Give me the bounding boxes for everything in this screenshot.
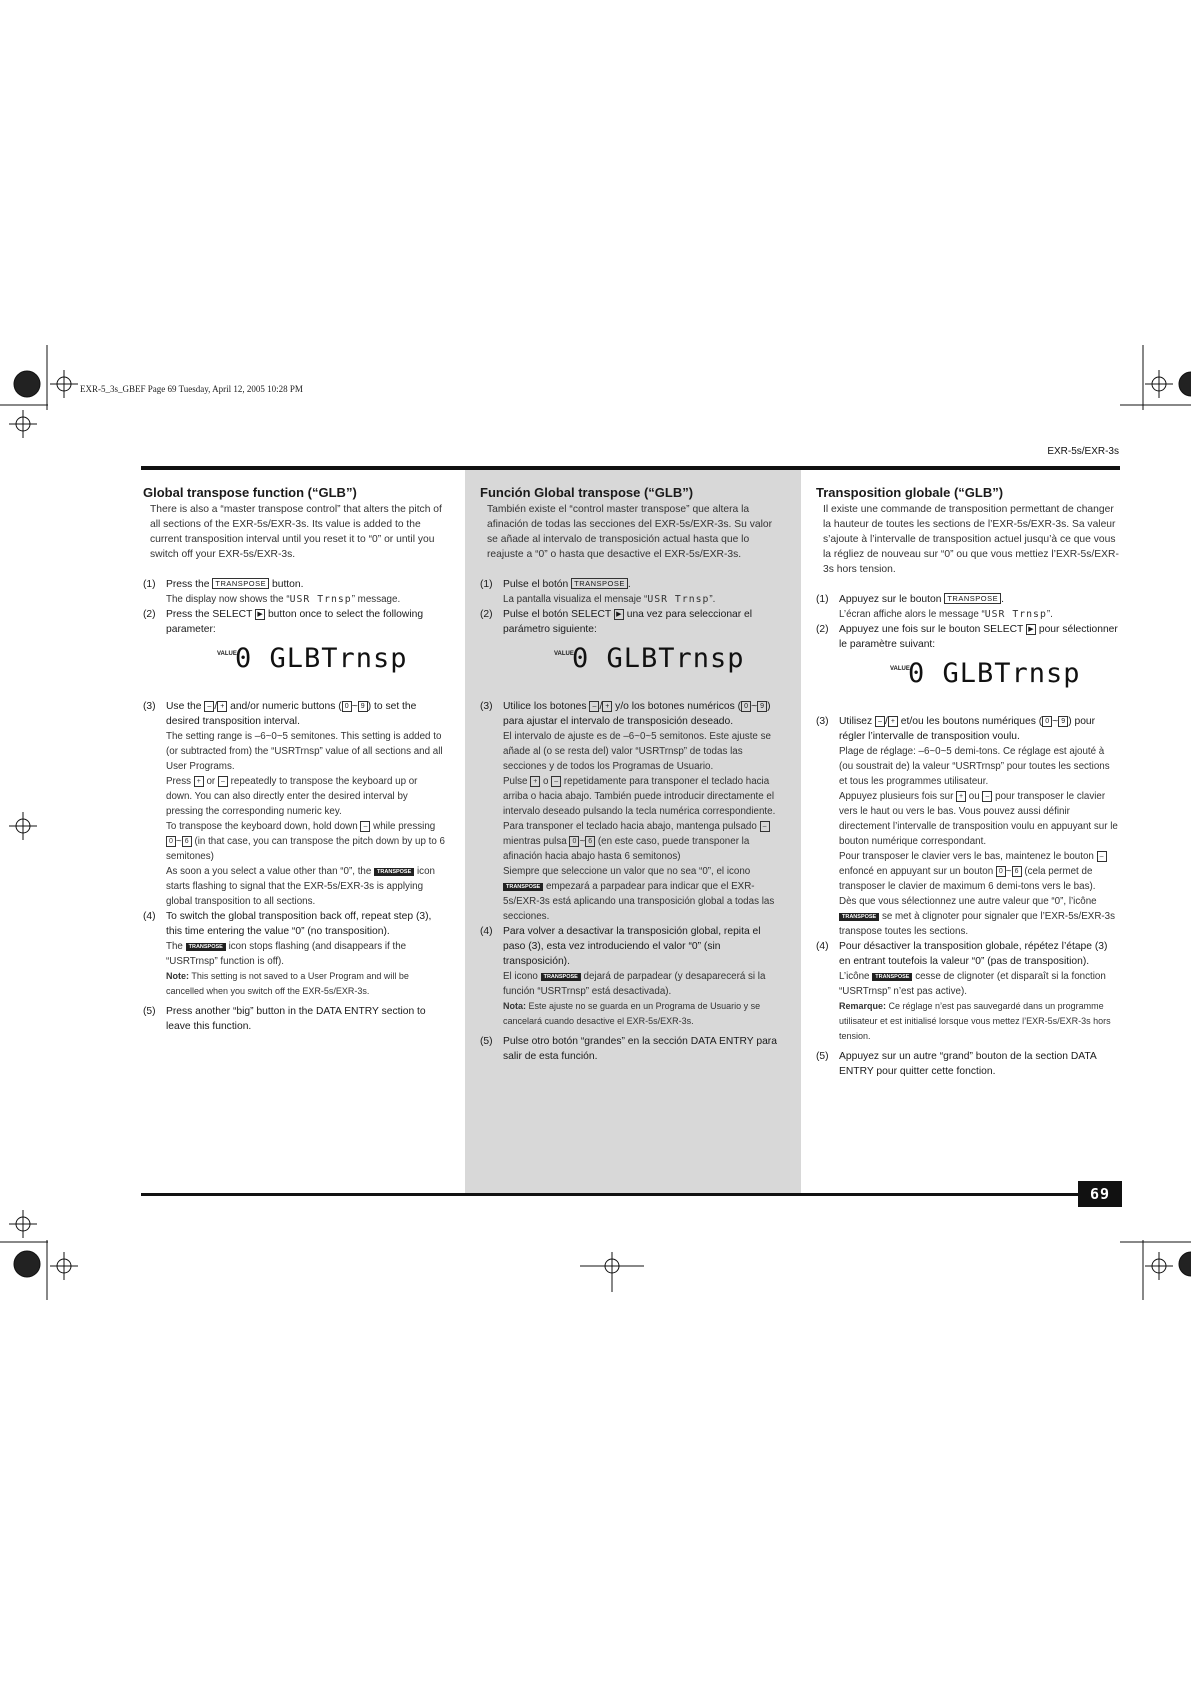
step-4: (4) Para volver a desactivar la transposición global, repita el paso (3), esta vez introduciendo el valor “0” (sin transposición). El icono TRANSPOSE dejará de parpadear (y desaparecerá si la función “USRTrnsp” está desactivada). Nota: Este ajuste no se guarda en un Programa de Usuario y se cancelará cuando desactive el EXR-5s/EXR-3s. [480,926,766,1026]
page-number: 69 [1078,1181,1122,1207]
step-2: (2) Appuyez une fois sur le bouton SELECT ▶ pour sélectionner le paramètre suivant: [816,624,1118,650]
section-title: Transposition globale (“GLB”) [816,485,1004,500]
value-label: VALUE [554,651,574,657]
bottom-rule [141,1193,1078,1196]
transpose-icon: TRANSPOSE [839,913,879,921]
french-column [816,484,1119,1079]
step-5: (5) Appuyez sur un autre “grand” bouton de la section DATA ENTRY pour quitter cette fonction. [816,1051,1097,1077]
spanish-column [480,484,784,1064]
transpose-key: TRANSPOSE [944,593,1001,604]
lcd-display [480,643,784,689]
play-icon: ▶ [255,609,265,620]
step-2: (2) Press the SELECT ▶ button once to select the following parameter: [143,609,424,635]
section-title: Global transpose function (“GLB”) [143,485,357,500]
transpose-icon: TRANSPOSE [872,973,912,981]
intro-text: There is also a “master transpose control” that alters the pitch of all sections of the EXR-5s/EXR-3s. Its value is added to the current transposition interval until you reset it to “0” or until you switch off your EXR-5s/EXR-3s. [150,504,442,560]
transpose-key: TRANSPOSE [212,578,269,589]
running-header: EXR-5s/EXR-3s [1047,446,1119,457]
step-5: (5) Pulse otro botón “grandes” en la sección DATA ENTRY para salir de esta función. [480,1036,777,1062]
step-4: (4) To switch the global transposition back off, repeat step (3), this time entering the value “0” (no transposition). The TRANSPOSE icon stops flashing (and disappears if the “USRTrnsp” function is off). Note: This setting is not saved to a User Program and will be cancelled when you switch off the EXR-5s/EXR-3s. [143,911,432,996]
value-label: VALUE [217,651,237,657]
intro-text: También existe el “control master transpose” que altera la afinación de todas las secciones del EXR-5s/EXR-3s. Su valor se añade al intervalo de transposición actual hasta que lo reajuste a “0” o hasta que desactive el EXR-5s/EXR-3s. [487,504,773,560]
lcd-text: 0 GLBTrnsp [572,643,745,674]
step-1: (1) Pulse el botón TRANSPOSE . La pantalla visualiza el mensaje “USR Trnsp”. [480,579,716,605]
step-3: (3) Use the – / + and/or numeric buttons ( 0 ~ 9 ) to set the desired transposition interval. The setting range is –6~0~5 semitones. This setting is added to (or subtracted from) the “USRTrnsp” value of all sections and all User Programs. Press + or – repeatedly to transpose the keyboard up or down. You can also directly enter the desired interval by pressing the corresponding numeric key. To transpose the keyboard down, hold down – while pressing 0 ~ 6 (in that case, you can transpose the pitch down by up to 6 semitones) As soon a you select a value other than “0”, the TRANSPOSE icon starts flashing to signal that the EXR-5s/EXR-3s is applying global transposition to all sections. [143,701,445,907]
print-info: EXR-5_3s_GBEF Page 69 Tuesday, April 12, 2005 10:28 PM [80,384,303,394]
lcd-text: 0 GLBTrnsp [235,643,408,674]
step-5: (5) Press another “big” button in the DATA ENTRY section to leave this function. [143,1006,426,1032]
transpose-icon: TRANSPOSE [186,943,226,951]
play-icon: ▶ [1026,624,1036,635]
step-1: (1) Press the TRANSPOSE button. The display now shows the “USR Trnsp” message. [143,579,401,605]
section-title: Función Global transpose (“GLB”) [480,485,694,500]
lcd-display [143,643,446,689]
transpose-icon: TRANSPOSE [541,973,581,981]
intro-text: Il existe une commande de transposition permettant de changer la hauteur de toutes les sections de l’EXR-5s/EXR-3s. Sa valeur s’ajoute à l’intervalle de transposition actuel jusqu’à ce que vous la régliez de nouveau sur “0” ou que vous mettiez l’EXR-5s/EXR-3s hors tension. [823,504,1119,575]
transpose-icon: TRANSPOSE [374,868,414,876]
lcd-display [816,658,1119,704]
step-1: (1) Appuyez sur le bouton TRANSPOSE . L’écran affiche alors le message “USR Trnsp”. [816,594,1053,620]
step-2: (2) Pulse el botón SELECT ▶ una vez para seleccionar el parámetro siguiente: [480,609,753,635]
step-3: (3) Utilice los botones – / + y/o los botones numéricos ( 0 ~ 9 ) para ajustar el intervalo de transposición deseado. El intervalo de ajuste es de –6~0~5 semitonos. Este ajuste se añade al (o se resta del) valor “USRTrnsp” de todas las secciones y de todos los Programas de Usuario. Pulse + o – repetidamente para transponer el teclado hacia arriba o hacia abajo. También puede introducir directamente el intervalo deseado pulsando la tecla numérica correspondiente. Para transponer el teclado hacia abajo, mantenga pulsado – mientras pulsa 0 ~ 6 (en este caso, puede transponer la afinación hacia abajo hasta 6 semitonos) Siempre que seleccione un valor que no sea “0”, el icono TRANSPOSE empezará a parpadear para indicar que el EXR-5s/EXR-3s está aplicando una transposición global a todas las secciones. [480,701,776,922]
transpose-key: TRANSPOSE [571,578,628,589]
step-4: (4) Pour désactiver la transposition globale, répétez l’étape (3) en entrant toutefois la valeur “0” (pas de transposition). L’icône TRANSPOSE cesse de clignoter (et disparaît si la fonction “USRTrnsp” n’est pas active). Remarque: Ce réglage n’est pas sauvegardé dans un programme utilisateur et est initialisé lorsque vous mettez l’EXR-5s/EXR-3s hors tension. [816,941,1111,1041]
english-column [143,484,446,1034]
value-label: VALUE [890,666,910,672]
step-3: (3) Utilisez – / + et/ou les boutons numériques ( 0 ~ 9 ) pour régler l’intervalle de transposition voulu. Plage de réglage: –6~0~5 demi-tons. Ce réglage est ajouté à (ou soustrait de) la valeur “USRTrnsp” pour toutes les sections et tous les programmes utilisateur. Appuyez plusieurs fois sur + ou – pour transposer le clavier vers le haut ou vers le bas. Vous pouvez aussi définir directement l’intervalle de transposition voulu en appuyant sur le bouton numérique correspondant. Pour transposer le clavier vers le bas, maintenez le bouton – enfoncé en appuyant sur un bouton 0 ~ 6 (cela permet de transposer le clavier de maximum 6 demi-tons vers le bas). Dès que vous sélectionnez une autre valeur que “0”, l’icône TRANSPOSE se met à clignoter pour signaler que l’EXR-5s/EXR-3s transpose toutes les sections. [816,716,1118,937]
play-icon: ▶ [614,609,624,620]
transpose-icon: TRANSPOSE [503,883,543,891]
lcd-text: 0 GLBTrnsp [908,658,1081,689]
